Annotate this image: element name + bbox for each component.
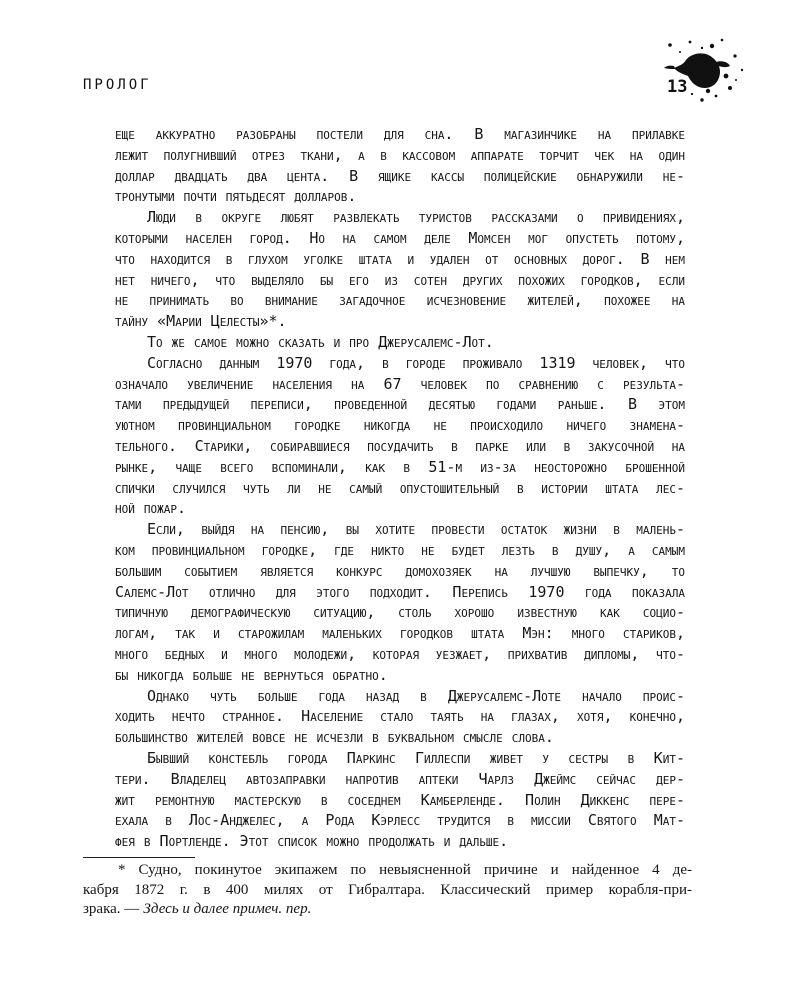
paragraph: [115, 353, 685, 519]
footnote: [83, 861, 692, 920]
paragraph: [115, 332, 685, 353]
ink-splatter-icon: [650, 36, 750, 108]
text-line: тери. Владелец автозаправки напротив аптеки Чарлз Джеймс сейчас дер-: [115, 769, 685, 788]
text-line: Салемс-Лот отлично для этого подходит. Перепись 1970 года показала: [115, 582, 685, 601]
text-line: уютном провинциальном городке никогда не происходило ничего знамена-: [115, 416, 685, 435]
paragraph: [115, 519, 685, 685]
paragraph: [115, 748, 685, 852]
text-line: что находится в глухом уголке штата и удален от основных дорог. В нем: [115, 249, 685, 268]
page-number: 13: [667, 77, 688, 97]
text-line: доллар двадцать два цента. В ящике кассы полицейские обнаружили не-: [115, 166, 685, 185]
text-line: тронутыми почти пятьдесят долларов.: [115, 187, 357, 206]
text-line: ходить нечто странное. Население стало таять на глазах, хотя, конечно,: [115, 707, 685, 726]
text-line: бы никогда больше не вернуться обратно.: [115, 665, 388, 684]
text-line: которыми населен город. Но на самом деле Момсен мог опустеть потому,: [115, 228, 685, 247]
text-line: ехала в Лос-Анджелес, а Рода Кэрлесс трудится в миссии Святого Мат-: [115, 811, 685, 830]
footnote-line: [83, 900, 692, 920]
footnote-line-text: зрака. —: [83, 901, 140, 918]
footnote-separator: [83, 857, 195, 858]
text-line: Люди в округе любят развлекать туристов рассказами о привидениях,: [147, 208, 685, 227]
text-line: ной пожар.: [115, 499, 187, 518]
text-line: типичную демографическую ситуацию, столь хорошо известную как социо-: [115, 603, 685, 622]
text-line: жит ремонтную мастерскую в соседнем Камберленде. Полин Диккенс пере-: [115, 790, 685, 809]
footnote-line: * Судно, покинутое экипажем по невыясненной причине и найденное 4 де-: [118, 862, 692, 878]
text-line: То же самое можно сказать и про Джерусалемс-Лот.: [147, 332, 494, 351]
running-head-title: ПРОЛОГ: [83, 77, 152, 93]
text-line: означало увеличение населения на 67 человек по сравнению с результа-: [115, 374, 685, 393]
text-line: Однако чуть больше года назад в Джерусалемс-Лоте начало проис-: [147, 686, 685, 705]
text-line: ком провинциальном городке, где никто не будет лезть в душу, а самым: [115, 540, 685, 559]
paragraph: [115, 686, 685, 748]
text-line: спички случился чуть ли не самый опустошительный в истории штата лес-: [115, 478, 685, 497]
text-line: Если, выйдя на пенсию, вы хотите провести остаток жизни в малень-: [147, 520, 685, 539]
paragraph: [115, 124, 685, 207]
text-line: Согласно данным 1970 года, в городе проживало 1319 человек, что: [147, 353, 685, 372]
text-line: Бывший констебль города Паркинс Гиллеспи живет у сестры в Кит-: [147, 748, 685, 767]
text-line: лежит полугнивший отрез ткани, а в кассовом аппарате торчит чек на один: [115, 145, 685, 164]
text-line: не принимать во внимание загадочное исчезновение жителей, похожее на: [115, 291, 685, 310]
text-line: много бедных и много молодежи, которая уезжает, прихватив дипломы, что-: [115, 644, 685, 663]
footnote-line: кабря 1872 г. в 400 милях от Гибралтара. Классический пример корабля-при-: [83, 881, 692, 898]
text-line: рынке, чаще всего вспоминали, как в 51-м из-за неосторожно брошенной: [115, 457, 685, 476]
text-line: еще аккуратно разобраны постели для сна. В магазинчике на прилавке: [115, 125, 685, 143]
text-line: большинство жителей вовсе не исчезли в буквальном смысле слова.: [115, 728, 554, 747]
text-line: нет ничего, что выделяло бы его из сотен других похожих городков, если: [115, 270, 685, 289]
text-line: большим событием является конкурс домохозяек на лучшую выпечку, то: [115, 561, 685, 580]
text-line: логам, так и старожилам маленьких городков штата Мэн: много стариков,: [115, 624, 685, 643]
text-line: тами предыдущей переписи, проведенной десятью годами раньше. В этом: [115, 395, 685, 414]
footnote-attribution: Здесь и далее примеч. пер.: [143, 901, 312, 918]
body-text: [115, 124, 685, 852]
text-line: фея в Портленде. Этот список можно продолжать и дальше.: [115, 832, 509, 851]
paragraph: [115, 207, 685, 332]
text-line: тайну «Марии Целесты»*.: [115, 312, 287, 331]
text-line: тельного. Старики, собиравшиеся посудачить в парке или в закусочной на: [115, 436, 685, 455]
